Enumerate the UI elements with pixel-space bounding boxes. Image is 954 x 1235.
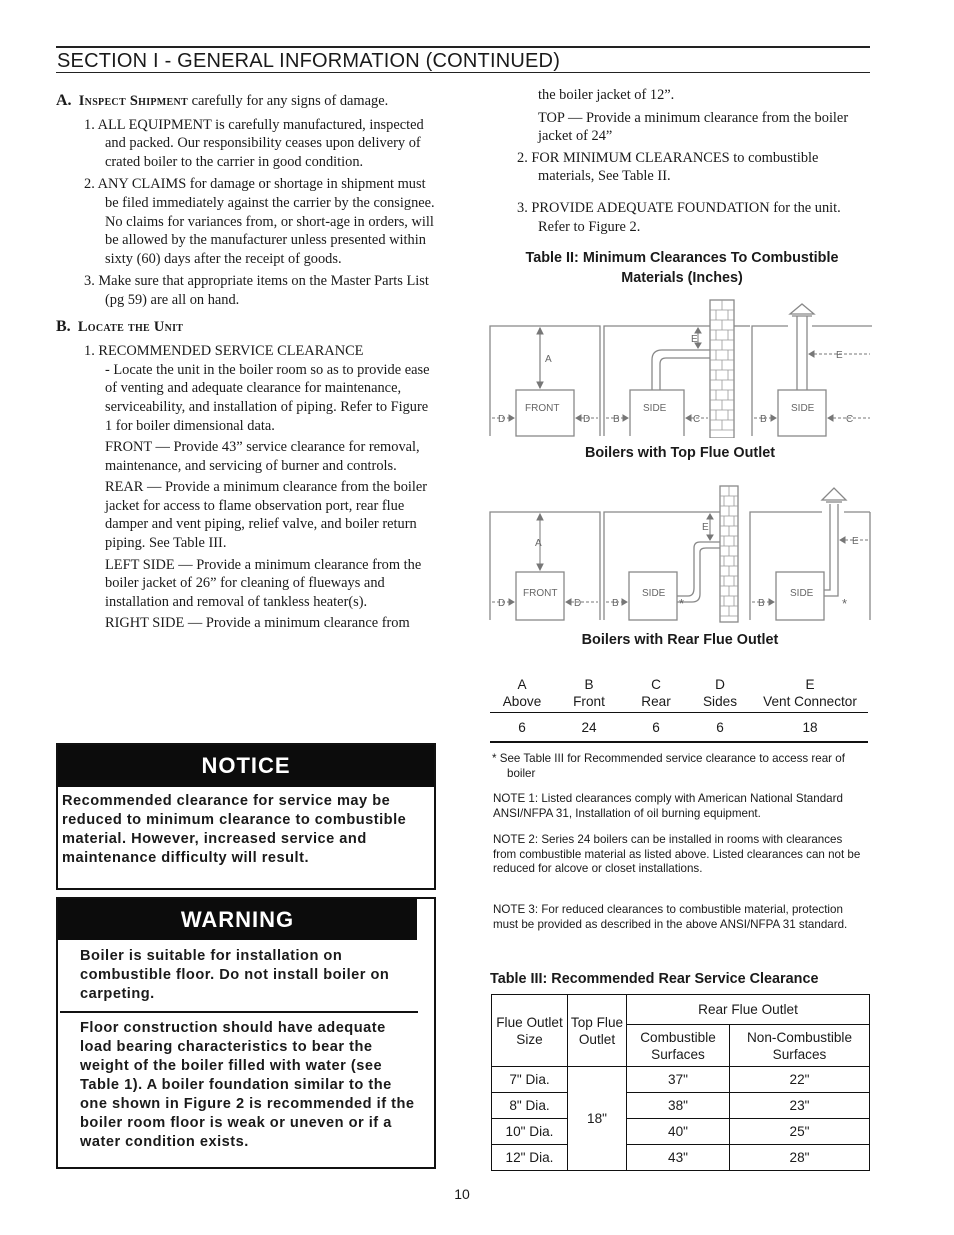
table-2-header-name: Vent Connector (763, 694, 857, 709)
diagram-label: FRONT (523, 588, 558, 599)
table-2-header-name: Rear (641, 694, 671, 709)
rear-flue-diagram (488, 484, 874, 624)
section-a-item-2: 2. ANY CLAIMS for damage or shortage in shipment must be filed immediately against the carrier by the consignee. No claims for variances from, or short-age in orders, will be allowed by the manufacturer unless presented within sixty (60) days after the receipt of goods. (84, 176, 435, 267)
table-3-noncombustible: 25" (730, 1119, 870, 1145)
section-b-item-1-body (105, 361, 436, 633)
diagram-label: B (613, 414, 620, 425)
table-2-header-letter: C (651, 677, 661, 692)
page-number: 10 (454, 1186, 470, 1202)
clearance-intro: - Locate the unit in the boiler room so as to provide ease of venting and adequate clearance for maintenance, serviceability, and installation of piping. Refer to Figure 1 for boiler dimensional data. (105, 361, 430, 434)
diagram-label: SIDE (642, 588, 666, 599)
section-b-item-1-label: 1. RECOMMENDED SERVICE CLEARANCE (84, 343, 364, 360)
right-column (517, 86, 872, 236)
notice-title: NOTICE (58, 745, 434, 787)
chimney-brick-icon (720, 486, 738, 622)
left-column (56, 92, 436, 633)
table-3-header-flue-size: Flue Outlet Size (492, 995, 568, 1067)
diagram-label: B (760, 414, 767, 425)
table-row (492, 1145, 870, 1171)
table-2-caption (497, 248, 867, 288)
clearance-left-side: LEFT SIDE — Provide a minimum clearance from the boiler jacket of 26” for cleaning of flueways and installation and removal of tankless heater(s). (105, 556, 422, 610)
top-flue-caption: Boilers with Top Flue Outlet (584, 445, 775, 461)
section-a-intro (56, 92, 436, 111)
table-row (492, 1093, 870, 1119)
table-row (492, 1119, 870, 1145)
diagram-label: D (583, 414, 591, 425)
chimney-brick-icon (710, 300, 734, 438)
section-a-intro-text: carefully for any signs of damage. (188, 93, 389, 109)
diagram-label: C (846, 414, 854, 425)
section-b-item-3: 3. PROVIDE ADEQUATE FOUNDATION for the unit. Refer to Figure 2. (517, 199, 841, 235)
section-b-list (84, 342, 436, 633)
table-row (492, 1067, 870, 1093)
notice-box (56, 743, 436, 890)
table-2-header-name: Sides (702, 694, 737, 709)
title-underline (56, 72, 870, 73)
clearance-rear: REAR — Provide a minimum clearance from the boiler jacket for access to flame observation port, rear flue damper and vent piping, relief valve, and boiler return piping. See Table III. (105, 479, 428, 552)
diagram-label: D (574, 598, 582, 609)
table-3-size: 7" Dia. (492, 1067, 568, 1093)
top-flue-diagram (488, 296, 874, 438)
diagram-label: SIDE (643, 403, 667, 414)
table-2 (490, 676, 868, 743)
diagram-label: SIDE (790, 588, 814, 599)
table-3-combustible: 40" (627, 1119, 730, 1145)
table-2-value: 24 (581, 720, 597, 735)
section-b-letter: B. (56, 317, 71, 335)
table-2-value: 6 (716, 720, 724, 735)
table-2-caption-line-2: Materials (Inches) (621, 270, 743, 286)
diagram-label: B (612, 598, 619, 609)
table-3-size: 12" Dia. (492, 1145, 568, 1171)
table-3-top-value: 18" (568, 1067, 627, 1171)
table-3-size: 10" Dia. (492, 1119, 568, 1145)
section-title: SECTION I - GENERAL INFORMATION (CONTINUED) (57, 50, 561, 72)
section-a-letter: A. (56, 92, 72, 109)
section-a-list (84, 116, 436, 310)
table-3-combustible: 43" (627, 1145, 730, 1171)
table-2-header-letter: B (584, 677, 594, 692)
table-2-value: 6 (652, 720, 660, 735)
warning-text-2: Floor construction should have adequate load bearing characteristics to bear the weight of the boiler filled with water (see Table 1). A boiler foundation similar to the one shown in Figure 2 is recommended if the boiler room floor is weak or uneven or if a water condition exists. (80, 1020, 415, 1150)
table-2-letter-row (490, 676, 868, 693)
note-3: NOTE 3: For reduced clearances to combustible material, protection must be provided as described in the above ANSI/NFPA 31 standard. (493, 903, 848, 931)
diagram-label: D (498, 598, 506, 609)
table-3-header-noncombustible: Non-Combustible Surfaces (730, 1025, 870, 1067)
section-b-item-2: 2. FOR MINIMUM CLEARANCES to combustible materials, See Table II. (517, 149, 819, 185)
table-3-combustible: 38" (627, 1093, 730, 1119)
section-b-heading-line (56, 318, 436, 337)
diagram-label: E (852, 536, 859, 547)
top-rule (56, 46, 870, 48)
table-3-combustible: 37" (627, 1067, 730, 1093)
table-2-name-row (490, 693, 868, 713)
table-2-footnote: * See Table III for Recommended service clearance to access rear of boiler (492, 752, 845, 780)
table-2-value: 18 (802, 720, 818, 735)
section-a-item-3: 3. Make sure that appropriate items on the Master Parts List (pg 59) are all on hand. (84, 273, 429, 308)
table-3-noncombustible: 23" (730, 1093, 870, 1119)
diagram-label: C (693, 414, 701, 425)
warning-divider (60, 1011, 418, 1013)
diagram-label: * (842, 596, 848, 611)
table-2-header-letter: D (715, 677, 725, 692)
table-3-caption: Table III: Recommended Rear Service Clearance (490, 971, 819, 987)
rear-flue-caption: Boilers with Rear Flue Outlet (581, 632, 779, 648)
table-2-caption-line-1: Table II: Minimum Clearances To Combustible (525, 250, 839, 266)
clearance-front: FRONT — Provide 43” service clearance for removal, maintenance, and servicing of burner and controls. (105, 439, 420, 474)
table-3 (491, 994, 870, 1171)
diagram-label: A (535, 538, 542, 549)
clearance-top: TOP — Provide a minimum clearance from the boiler jacket of 24” (538, 109, 849, 145)
warning-text-1: Boiler is suitable for installation on combustible floor. Do not install boiler on carpeting. (80, 948, 390, 1002)
note-1: NOTE 1: Listed clearances comply with American National Standard ANSI/NFPA 31, Installation of oil burning equipment. (493, 792, 843, 820)
table-3-header-top-flue: Top Flue Outlet (568, 995, 627, 1067)
section-a-heading: Inspect Shipment (78, 93, 188, 109)
table-3-size: 8" Dia. (492, 1093, 568, 1119)
warning-box (56, 897, 436, 1169)
section-b-heading: Locate the Unit (77, 318, 184, 335)
table-row (490, 713, 868, 743)
table-3-header-combustible: Combustible Surfaces (627, 1025, 730, 1067)
diagram-label: E (702, 522, 709, 533)
table-3-noncombustible: 22" (730, 1067, 870, 1093)
note-2: NOTE 2: Series 24 boilers can be installed in rooms with clearances from combustible material as listed above. Listed clearances can not be reduced for alcove or closet installations. (493, 833, 861, 876)
diagram-label: FRONT (525, 403, 560, 414)
notice-text: Recommended clearance for service may be reduced to minimum clearance to combustible material. However, increased service and maintenance difficulty will result. (62, 793, 407, 866)
section-a-item-1: 1. ALL EQUIPMENT is carefully manufactured, inspected and packed. Our responsibility ceases upon delivery of crated boiler to the carrier in good condition. (84, 116, 424, 170)
diagram-label: B (758, 598, 765, 609)
table-3-noncombustible: 28" (730, 1145, 870, 1171)
diagram-label: SIDE (791, 403, 815, 414)
table-2-header-letter: A (517, 677, 527, 692)
warning-title: WARNING (58, 899, 417, 940)
diagram-label: A (545, 354, 552, 365)
diagram-label: * (679, 596, 685, 611)
table-2-header-letter: E (805, 677, 815, 692)
clearance-right-side-cont: the boiler jacket of 12”. (538, 87, 675, 103)
table-2-header-name: Above (502, 694, 542, 709)
table-2-value: 6 (518, 720, 526, 735)
diagram-label: D (498, 414, 506, 425)
diagram-label: E (836, 350, 843, 361)
diagram-label: E (691, 334, 698, 345)
clearance-right-side: RIGHT SIDE — Provide a minimum clearance from (105, 615, 410, 632)
table-3-header-rear-flue: Rear Flue Outlet (627, 995, 870, 1025)
table-2-header-name: Front (573, 694, 605, 709)
